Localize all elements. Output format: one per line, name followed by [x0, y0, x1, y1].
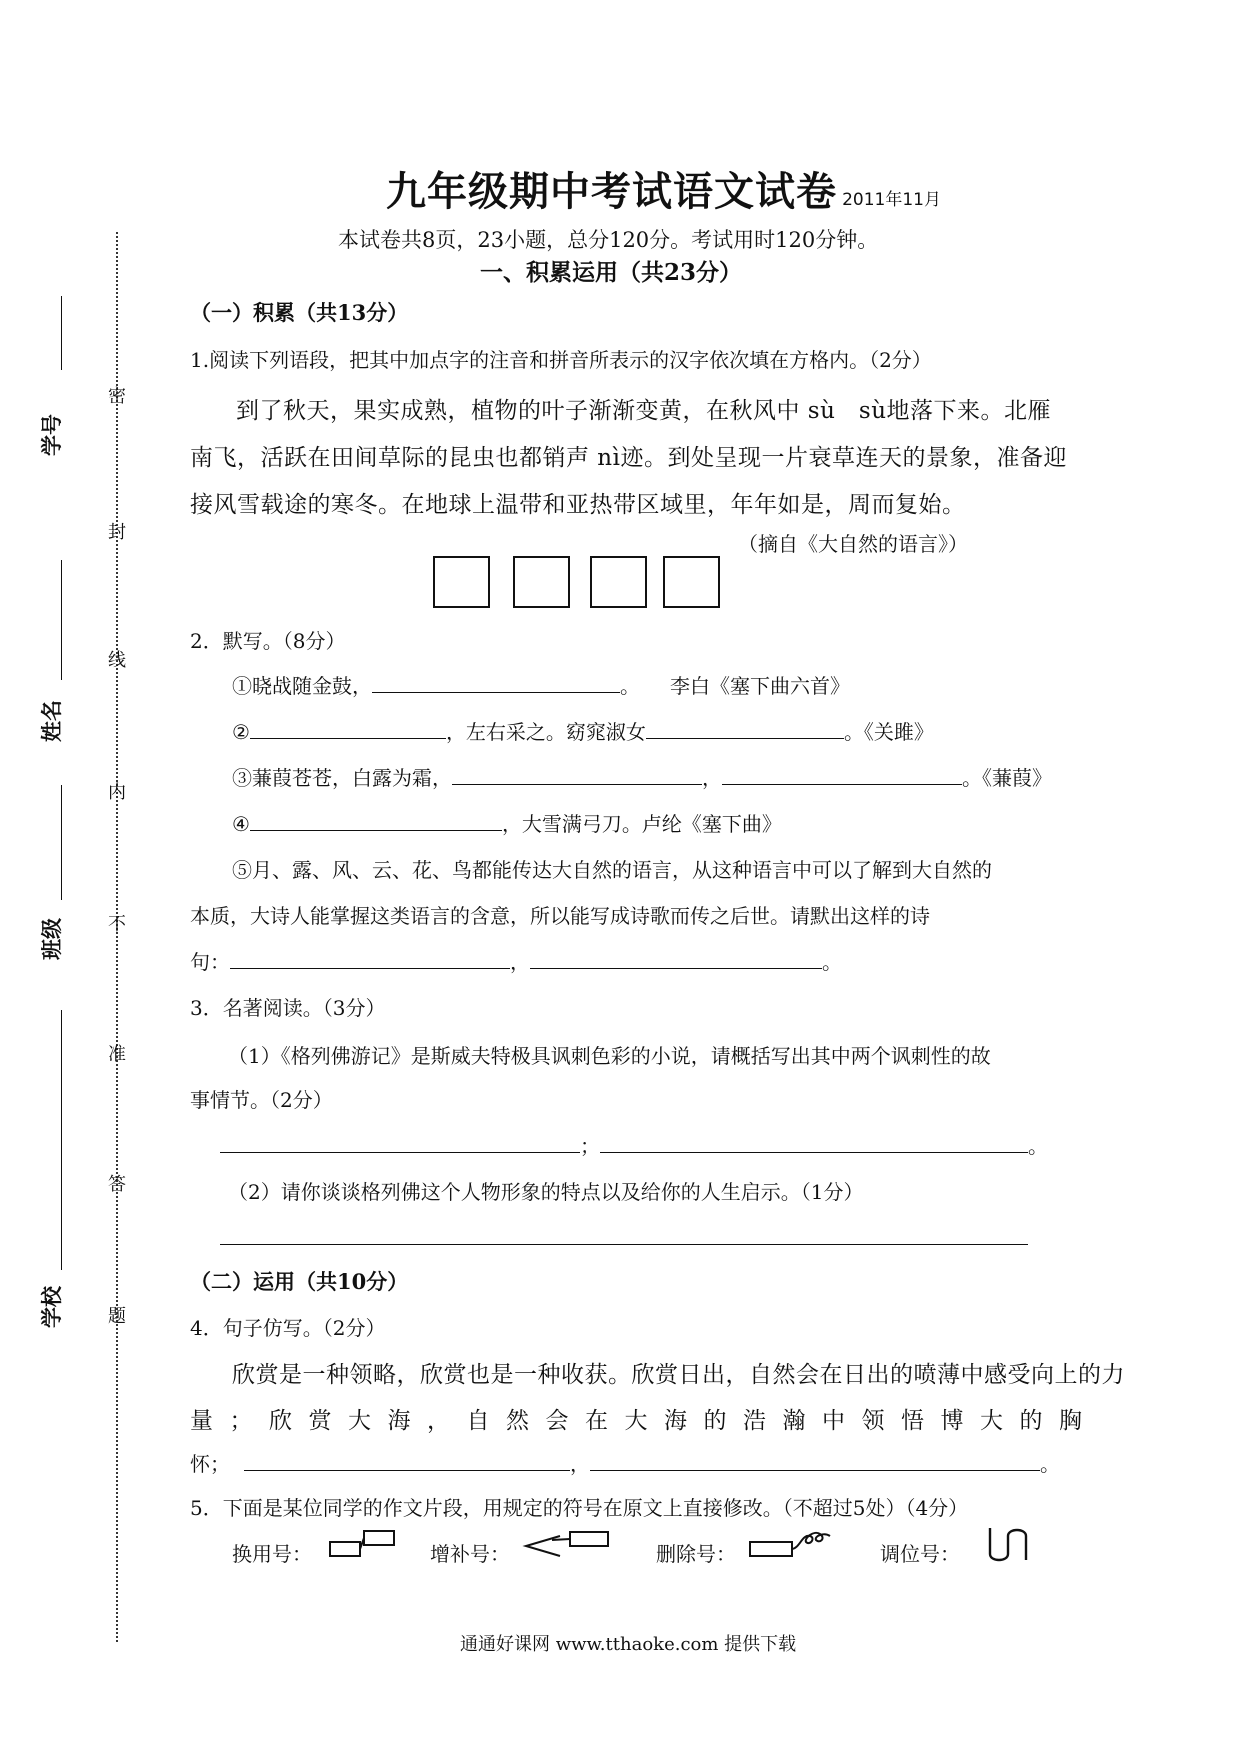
question-3-answer-line	[220, 1130, 1048, 1159]
dictation-item-4	[232, 808, 782, 837]
answer-blank[interactable]	[590, 1448, 1040, 1471]
field-school-line[interactable]	[61, 1010, 62, 1270]
passage-source: （摘自《大自然的语言》）	[738, 532, 968, 556]
dictation-text: ②	[232, 720, 250, 744]
passage-line: 欣赏是一种领略，欣赏也是一种收获。欣赏日出，自然会在日出的喷薄中感受向上的力	[232, 1362, 1125, 1388]
passage-line: 南飞，活跃在田间草际的昆虫也都销声 nì迹。到处呈现一片衰草连天的景象，准备迎	[190, 445, 1067, 471]
field-name-line[interactable]	[61, 560, 62, 680]
answer-box[interactable]	[433, 556, 490, 608]
dictation-item-5: 本质，大诗人能掌握这类语言的含意，所以能写成诗歌而传之后世。请默出这样的诗	[190, 904, 930, 928]
binding-char: 答	[108, 1174, 126, 1195]
binding-char: 准	[108, 1044, 126, 1065]
exam-info: 本试卷共8页，23小题，总分120分。考试用时120分钟。	[338, 228, 879, 252]
question-4-answer-line	[190, 1448, 1060, 1477]
insert-symbol-icon	[522, 1528, 612, 1560]
field-school-label: 学校	[39, 1286, 64, 1328]
binding-char: 封	[108, 522, 126, 543]
answer-box[interactable]	[590, 556, 647, 608]
separator: 。	[1028, 1134, 1048, 1158]
question-3-answer-line	[220, 1222, 1028, 1250]
dictation-item-3	[232, 762, 1052, 791]
answer-blank[interactable]	[244, 1448, 570, 1471]
dictation-text: 。《关雎》	[843, 720, 934, 744]
field-class-label: 班级	[39, 918, 64, 960]
symbol-delete-label: 删除号：	[656, 1542, 736, 1566]
binding-dotted-line	[116, 232, 118, 1642]
question-3-sub2: （2）请你谈谈格列佛这个人物形象的特点以及给你的人生启示。（1分）	[228, 1180, 864, 1204]
dictation-text: ④	[232, 812, 250, 836]
dictation-text: ，	[702, 766, 722, 790]
binding-char: 不	[108, 914, 126, 935]
question-3-prompt: 3．名著阅读。（3分）	[190, 996, 386, 1020]
passage-line: 量；欣赏大海，自然会在大海的浩瀚中领悟博大的胸	[190, 1408, 1099, 1434]
dictation-item-5	[190, 946, 842, 975]
part-heading: 一、积累运用（共23分）	[480, 259, 743, 286]
question-1-prompt: 1.阅读下列语段，把其中加点字的注音和拼音所表示的汉字依次填在方格内。（2分）	[190, 348, 932, 372]
dictation-item-1	[232, 670, 850, 699]
answer-blank[interactable]	[250, 808, 502, 831]
dictation-text: ①晓战随金鼓，	[232, 674, 372, 698]
dictation-text: 。	[822, 950, 842, 974]
passage-line: 接风雪载途的寒冬。在地球上温带和亚热带区域里，年年如是，周而复始。	[190, 492, 966, 518]
answer-blank[interactable]	[646, 716, 844, 739]
section-heading: （二）运用（共10分）	[190, 1269, 409, 1294]
dictation-text: ，大雪满弓刀。卢纶《塞下曲》	[501, 812, 782, 836]
answer-blank[interactable]	[250, 716, 446, 739]
dictation-item-5: ⑤月、露、风、云、花、鸟都能传达大自然的语言，从这种语言中可以了解到大自然的	[232, 858, 992, 882]
field-name-label: 姓名	[39, 700, 64, 742]
delete-symbol-icon	[748, 1526, 838, 1562]
answer-blank[interactable]	[230, 946, 510, 969]
passage-line: 到了秋天，果实成熟，植物的叶子渐渐变黄，在秋风中 sù sù地落下来。北雁	[236, 398, 1052, 424]
field-class-line[interactable]	[61, 785, 62, 900]
field-student-id-label: 学号	[39, 414, 64, 456]
separator: ；	[580, 1134, 600, 1158]
dictation-text: ，	[510, 950, 530, 974]
question-4-prompt: 4．句子仿写。（2分）	[190, 1316, 386, 1340]
dictation-text: ，左右采之。窈窕淑女	[445, 720, 646, 744]
binding-char: 线	[108, 650, 126, 671]
dictation-item-2	[232, 716, 934, 745]
imitation-prefix: 怀；	[190, 1452, 230, 1476]
binding-char: 题	[108, 1306, 126, 1327]
dictation-text: 。《蒹葭》	[962, 766, 1052, 790]
section-heading: （一）积累（共13分）	[190, 300, 409, 325]
question-3-sub1: 事情节。（2分）	[190, 1088, 333, 1112]
answer-blank[interactable]	[722, 762, 962, 785]
answer-blank[interactable]	[220, 1222, 1028, 1245]
answer-box[interactable]	[513, 556, 570, 608]
answer-blank[interactable]	[372, 670, 620, 693]
answer-box[interactable]	[663, 556, 720, 608]
exam-date: 2011年11月	[842, 190, 941, 210]
dictation-text: 。 李白《塞下曲六首》	[620, 674, 850, 698]
symbol-transpose-label: 调位号：	[880, 1542, 960, 1566]
symbol-replace-label: 换用号：	[232, 1542, 312, 1566]
page-header	[386, 160, 941, 217]
transpose-symbol-icon	[984, 1524, 1048, 1564]
question-3-sub1: （1）《格列佛游记》是斯威夫特极具讽刺色彩的小说，请概括写出其中两个讽刺性的故	[228, 1044, 991, 1068]
page-footer: 通通好课网 www.tthaoke.com 提供下载	[460, 1634, 797, 1655]
separator: 。	[1040, 1452, 1060, 1476]
dictation-text: ③蒹葭苍苍，白露为霜，	[232, 766, 452, 790]
field-student-id-line[interactable]	[61, 296, 62, 370]
answer-blank[interactable]	[220, 1130, 580, 1153]
answer-blank[interactable]	[452, 762, 702, 785]
answer-blank[interactable]	[530, 946, 822, 969]
binding-char: 密	[108, 386, 126, 407]
binding-char: 内	[108, 782, 126, 803]
symbol-insert-label: 增补号：	[430, 1542, 510, 1566]
replace-symbol-icon	[328, 1528, 400, 1560]
separator: ，	[570, 1452, 590, 1476]
page-title: 九年级期中考试语文试卷	[386, 168, 837, 215]
answer-blank[interactable]	[600, 1130, 1028, 1153]
question-2-prompt: 2．默写。（8分）	[190, 629, 346, 653]
question-5-prompt: 5．下面是某位同学的作文片段，用规定的符号在原文上直接修改。（不超过5处）（4分）	[190, 1496, 969, 1520]
dictation-text: 句：	[190, 950, 230, 974]
